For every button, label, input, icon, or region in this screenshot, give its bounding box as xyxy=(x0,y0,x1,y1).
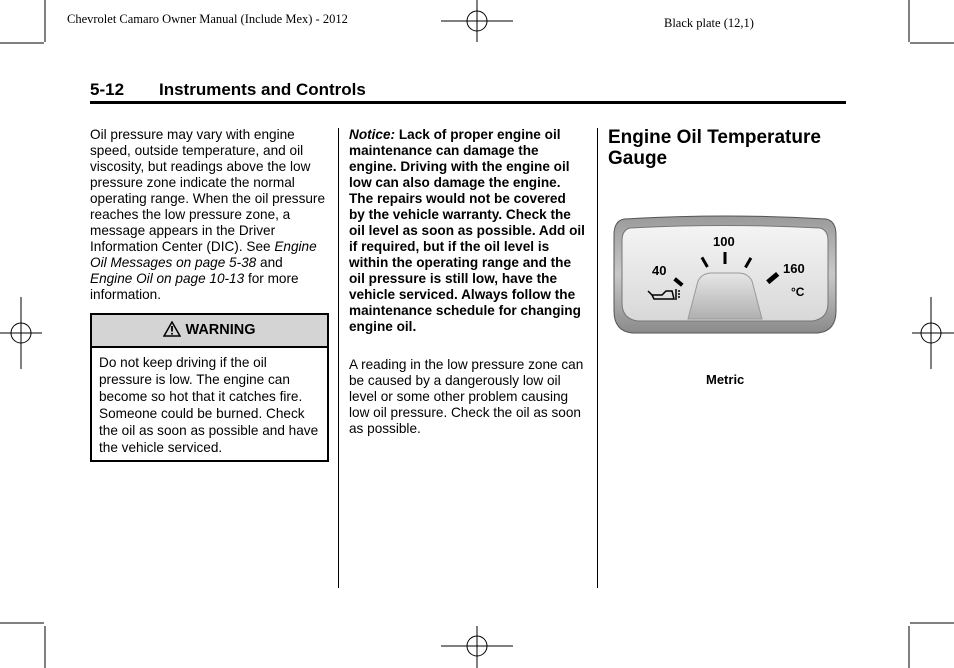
column-divider-2 xyxy=(597,128,598,588)
notice-label: Notice: xyxy=(349,127,396,142)
manual-title: Chevrolet Camaro Owner Manual (Include Mex) - 2012 xyxy=(67,12,348,26)
plate-label: Black plate (12,1) xyxy=(664,16,754,30)
gauge-label-low: 40 xyxy=(652,263,667,278)
oil-pressure-paragraph xyxy=(90,127,326,303)
warning-triangle-icon xyxy=(163,318,181,349)
figure-caption: Metric xyxy=(706,372,745,387)
warning-header xyxy=(92,315,327,348)
gauge-label-high: 160 xyxy=(783,261,805,276)
gauge-label-mid: 100 xyxy=(713,234,735,249)
notice-text: Lack of proper engine oil maintenance can damage the engine. Driving with the engine oil low can also damage the engine. The repairs would not be covered by the vehicle warranty. Check the oil level as soon as possible. Add oil if required, but if the oil level is within the operating range and the oil pressure is still low, have the vehicle serviced. Always follow the maintenance schedule for changing engine oil. xyxy=(349,127,585,334)
header-rule xyxy=(90,101,846,104)
notice-paragraph xyxy=(349,127,585,335)
section-number: 5-12 xyxy=(90,80,125,99)
warning-box xyxy=(90,313,329,462)
warning-text: Do not keep driving if the oil pressure is low. The engine can become so hot that it catches fire. Someone could be burned. Check the oil as soon as possible and have the vehicle serviced. xyxy=(99,355,319,455)
low-pressure-paragraph: A reading in the low pressure zone can be caused by a dangerously low oil level or some other problem causing low oil pressure. Check the oil as soon as possible. xyxy=(349,357,584,436)
warning-title: WARNING xyxy=(185,322,256,338)
paragraph-text: for more information. xyxy=(90,271,299,302)
section-title: Instruments and Controls xyxy=(159,80,366,99)
cross-reference-link[interactable]: Engine Oil Messages on page 5-38 xyxy=(90,239,317,270)
section-heading: Engine Oil Temperature Gauge xyxy=(608,127,821,169)
gauge-unit: °C xyxy=(791,285,805,299)
paragraph-text: and xyxy=(256,255,283,270)
cross-reference-link[interactable]: Engine Oil on page 10-13 xyxy=(90,271,245,286)
column-divider-1 xyxy=(338,128,339,588)
paragraph-text: Oil pressure may vary with engine speed, outside temperature, and oil viscosity, but readings above the low pressure zone indicate the normal operating range. When the oil pressure reaches the low pressure zone, a message appears in the Driver Information Center (DIC). See xyxy=(90,127,326,254)
oil-temperature-gauge-illustration xyxy=(612,215,838,340)
